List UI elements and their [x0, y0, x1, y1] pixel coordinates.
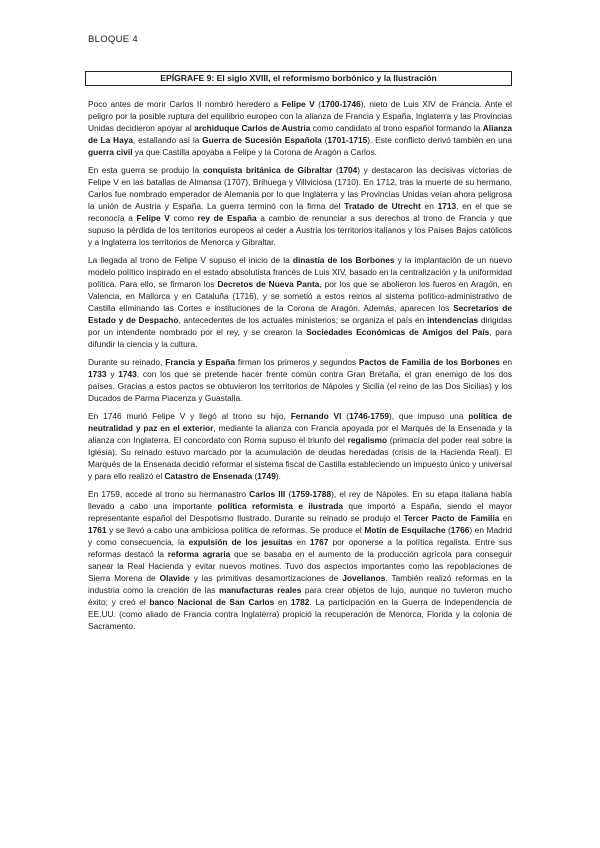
text-run: ( [285, 489, 292, 499]
paragraph-1 [88, 98, 512, 158]
bold-term: banco Nacional de San Carlos [149, 597, 275, 607]
bold-term: Tercer Pacto de Familia [403, 513, 500, 523]
text-run: por oponerse a la política regalista. Entre sus reformas destacó la [88, 537, 512, 559]
text-run: , en el que se reconocía a [88, 201, 513, 223]
bold-term: dinastía de los Borbones [292, 255, 395, 265]
text-run: ), nieto de Luis XIV de Francia. Ante el peligro por la posible ruptura del equilibrio europeo con la alianza de Francia y España, Inglaterra y las Provincias Unidas decidieron apoyar al [88, 99, 513, 133]
text-run: ( [445, 525, 451, 535]
text-run: ), el rey de Nápoles. En su etapa italiana había llevado a cabo una importante [88, 489, 512, 511]
bold-term: Felipe V [136, 213, 170, 223]
text-run: dirigidas por un intendente nombrado por el rey, y se crearon la [88, 315, 512, 337]
bold-term: regalismo [347, 435, 388, 445]
text-run: , con los que se pretende hacer frente común contra Gran Bretaña, el gran enemigo de los dos países. Gracias a estos pactos se obtuvieron los territorios de Nápoles y Sicilia (el reino de las Dos Sicilias) y los Ducados de Parma Piacenza y Guastalla. [88, 369, 512, 403]
bold-term: archiduque Carlos de Austria [194, 123, 311, 133]
bold-term: Carlos III [249, 489, 286, 499]
bold-term: Secretarios de Estado y de Despacho [88, 303, 512, 325]
bold-term: reforma agraria [167, 549, 231, 559]
paragraph-4 [88, 356, 512, 404]
bold-term: 1700-1746 [320, 99, 361, 109]
text-run: En esta guerra se produjo la [88, 165, 203, 175]
text-run: como [169, 213, 198, 223]
text-run: en [292, 537, 310, 547]
text-run: ). Este conflicto derivó también en una [367, 135, 513, 145]
bold-term: Tratado de Utrecht [344, 201, 421, 211]
paragraph-3 [88, 254, 512, 350]
bold-term: 1746-1759 [349, 411, 389, 421]
text-run: como candidato al trono español formando la [310, 123, 483, 133]
text-run: y [106, 369, 119, 379]
bold-term: 1733 [88, 369, 107, 379]
paragraph-6 [88, 488, 512, 632]
bold-term: 1766 [450, 525, 470, 535]
text-run: en [499, 357, 512, 367]
bold-term: Sociedades Económicas de Amigos del País [306, 327, 490, 337]
text-run: , para difundir la ciencia y la cultura. [88, 327, 512, 349]
bold-term: 1743 [118, 369, 137, 379]
text-run: , antecedentes de los actuales ministerios; se organiza el país en [178, 315, 428, 325]
bold-term: Decretos de Nueva Panta [217, 279, 320, 289]
document-body [88, 98, 512, 638]
text-run: en [274, 597, 291, 607]
bold-term: 1782 [290, 597, 310, 607]
text-run: ( [341, 411, 350, 421]
bold-term: 1749 [257, 471, 276, 481]
text-run: , mediante la alianza con Francia apoyada por el Marqués de la Ensenada y la alianza con Inglaterra. El concordato con Roma supuso el triunfo del [88, 423, 512, 445]
bold-term: Olavide [159, 573, 190, 583]
bold-term: Guerra de Sucesión Española [202, 135, 322, 145]
bold-term: Motín de Esquilache [364, 525, 446, 535]
text-run: ( [314, 99, 321, 109]
bold-term: manufacturas reales [218, 585, 302, 595]
text-run: ( [321, 135, 328, 145]
text-run: y se llevó a cabo una ambiciosa política de reformas. Se produce el [106, 525, 365, 535]
bold-term: rey de España [197, 213, 257, 223]
text-run: ya que Castilla apoyaba a Felipe y la Corona de Aragón a Carlos. [132, 147, 377, 157]
text-run: La llegada al trono de Felipe V supuso el inicio de la [88, 255, 293, 265]
text-run: y la implantación de un nuevo modelo político inspirado en el estado absolutista francés de Luis XIV, basado en la centralización y la uniformidad política. Para ello, se firmaron los [88, 255, 513, 289]
text-run: . También realizó reformas en la industria como la creación de las [88, 573, 512, 595]
bold-term: Fernando VI [290, 411, 342, 421]
text-run: firman los primeros y segundos [235, 357, 359, 367]
text-run: Poco antes de morir Carlos II nombró heredero a [88, 99, 282, 109]
paragraph-5 [88, 410, 512, 482]
paragraph-2 [88, 164, 512, 248]
text-run: que se basaba en el aumento de la producción agrícola para conseguir sanear la Real Hacienda y evitar nuevos motines. Tuvo dos aspectos importantes como las repoblaciones de Sierra Morena de [88, 549, 513, 583]
text-run: ), que impuso una [388, 411, 469, 421]
bold-term: 1759-1788 [291, 489, 332, 499]
text-run: en [420, 201, 438, 211]
bold-term: Felipe V [281, 99, 315, 109]
bold-term: política de neutralidad y paz en el exterior [88, 411, 513, 433]
text-run: , estallando así la [133, 135, 203, 145]
bold-term: política reformista e ilustrada [217, 501, 344, 511]
bold-term: Catastro de Ensenada [164, 471, 253, 481]
bold-term: 1761 [88, 525, 107, 535]
text-run: para crear objetos de lujo, aunque no tuvieron mucho éxito; y creó el [88, 585, 512, 607]
bold-term: Pactos de Familia de los Borbones [358, 357, 500, 367]
text-run: y las primitivas desamortizaciones de [189, 573, 343, 583]
section-header: BLOQUE 4 [88, 34, 138, 45]
text-run: En 1759, accede al trono su hermanastro [88, 489, 250, 499]
text-run: en [499, 513, 512, 523]
bold-term: guerra civil [88, 147, 133, 157]
text-run: ( [252, 471, 258, 481]
text-run: ). [275, 471, 281, 481]
bold-term: 1704 [338, 165, 358, 175]
bold-term: intendencias [427, 315, 479, 325]
bold-term: Alianza de La Haya [88, 123, 512, 145]
bold-term: 1767 [309, 537, 329, 547]
bold-term: conquista británica de Gibraltar [202, 165, 333, 175]
text-run: a cambio de renunciar a sus derechos al trono de Francia y que supuso la pérdida de los territorios europeos al ceder a Austria los territorios italianos y los Países Bajos católicos y a Inglaterra los territorios de Menorca y Gibraltar. [88, 213, 512, 247]
text-run: que importó a España, siendo el mayor representante español del Despotismo Ilustrado. Durante su reinado se produjo el [88, 501, 513, 523]
bold-term: expulsión de los jesuitas [188, 537, 293, 547]
text-run: ) en Madrid y como consecuencia, la [88, 525, 513, 547]
bold-term: Jovellanos [342, 573, 386, 583]
bold-term: 1701-1715 [327, 135, 368, 145]
text-run: ) y destacaron las decisivas victorias de Felipe V en las batallas de Almansa (1707), Brihuega y Villviciosa (1710). En 1712, tras la muerte de su hermano, Carlos fue nombrado emperador de Alemania por lo que Inglaterra y las Provincias Unidas veían ahora peligrosa la unión de Austria y España. La guerra terminó con la firma del [88, 165, 512, 211]
text-run: , por los que se abolieron los fueros en Aragón, en Valencia, en Mallorca y en Cataluña (1716), y se sometió a estos reinos al sistema político-administrativo de Castilla eliminando las Cortes e instituciones de la Corona de Aragón. Además, aparecen los [88, 279, 513, 313]
bold-term: Francia y España [165, 357, 236, 367]
text-run: (primacía del poder real sobre la Iglesia). Su reinado estuvo marcado por la acumulación de deudas heredadas (crisis de la Hacienda Real). El Marqués de la Ensenada decidió reformar el sistema fiscal de Castilla estableciendo un impuesto único y universal y para ello realizó el [88, 435, 512, 481]
text-run: ( [332, 165, 339, 175]
text-run: En 1746 murió Felipe V y llegó al trono su hijo, [88, 411, 291, 421]
text-run: . La participación en la Guerra de Independencia de EE.UU. (como aliado de Francia contra Inglaterra) propició la recuperación de Menorca, Florida y la colonia de Sacramento. [88, 597, 512, 631]
text-run: Durante su reinado, [88, 357, 166, 367]
epigraph-title: EPÍGRAFE 9: El siglo XVIII, el reformismo borbónico y la Ilustración [85, 71, 512, 86]
bold-term: 1713 [437, 201, 457, 211]
